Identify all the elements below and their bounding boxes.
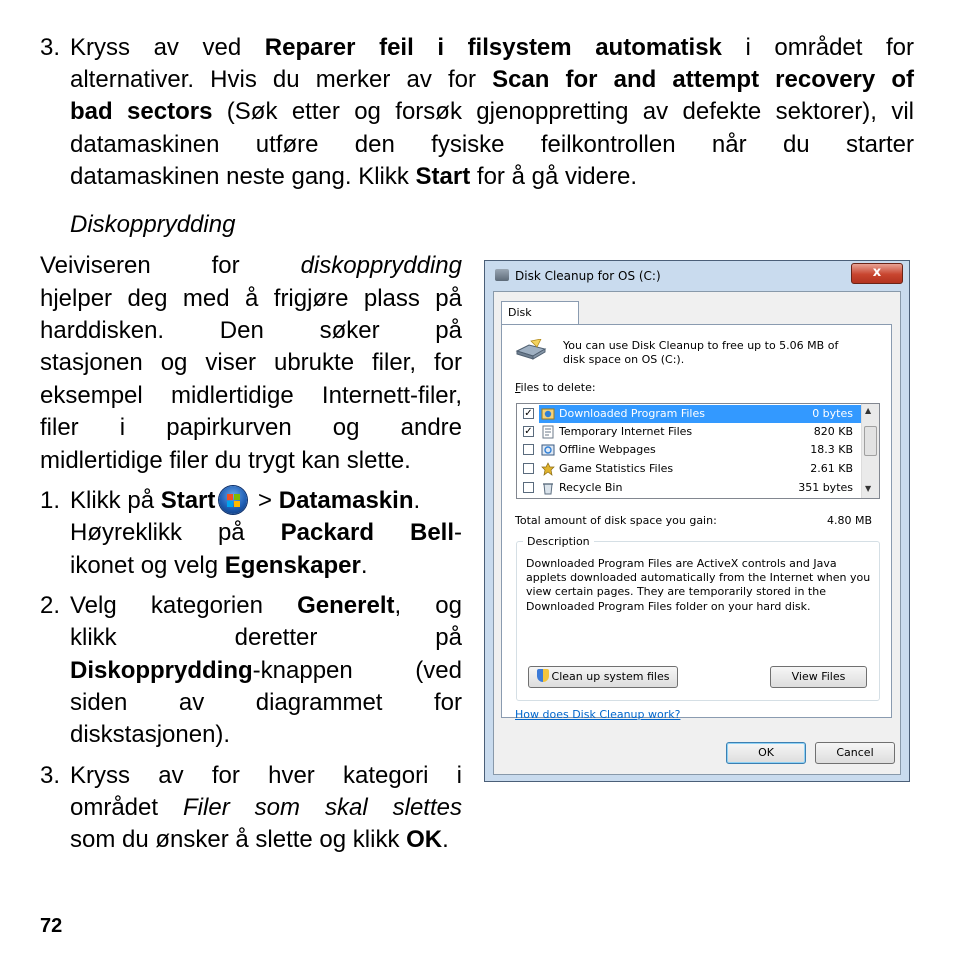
step-text-line: diskstasjonen).	[70, 721, 231, 748]
space-gain-value: 4.80 MB	[827, 514, 873, 527]
cancel-button[interactable]: Cancel	[815, 742, 895, 764]
file-category-size: 2.61 KB	[810, 462, 853, 475]
scroll-up-arrow-icon[interactable]: ▲	[865, 406, 872, 415]
game-statistics-files-icon	[541, 462, 555, 476]
file-category-size: 0 bytes	[812, 407, 853, 420]
checkbox[interactable]: ✓	[524, 426, 533, 437]
step-number: 3.	[40, 34, 61, 61]
dialog-titlebar	[485, 261, 909, 291]
step-text-line: alternativer. Hvis du merker av for Scan for and attempt recovery of	[70, 66, 914, 93]
step-text-line: Klikk på Start > Datamaskin.	[70, 487, 421, 514]
file-category-name: Recycle Bin	[559, 481, 623, 494]
disk-cleanup-drive-icon	[515, 339, 547, 361]
step-text-line: som du ønsker å slette og klikk OK.	[70, 826, 449, 853]
file-category-size: 820 KB	[813, 425, 853, 438]
recycle-bin-icon	[541, 481, 555, 495]
checkbox[interactable]	[523, 482, 534, 493]
step-text-line: området Filer som skal slettes	[70, 794, 462, 821]
space-gain-label: Total amount of disk space you gain:	[515, 514, 717, 527]
step-text-line: klikk deretter på	[70, 624, 462, 651]
clean-up-system-files-button[interactable]: Clean up system files	[528, 666, 678, 688]
step-number: 2.	[40, 592, 61, 619]
dialog-title: Disk Cleanup for OS (C:)	[515, 269, 661, 283]
list-scrollbar[interactable]	[861, 404, 879, 498]
intro-line: eksempel midlertidige Internett-filer,	[40, 382, 462, 409]
step-text-line: bad sectors (Søk etter og forsøk gjenoppretting av defekte sektorer), vil	[70, 98, 914, 125]
file-category-name: Temporary Internet Files	[559, 425, 693, 438]
files-to-delete-label: Files to delete:	[515, 381, 596, 394]
files-to-delete-list[interactable]	[516, 403, 880, 499]
ok-button[interactable]: OK	[726, 742, 806, 764]
disk-cleanup-dialog	[484, 260, 910, 782]
intro-line: filer i papirkurven og andre	[40, 414, 462, 441]
step-text-line: siden av diagrammet for	[70, 689, 462, 716]
description-title: Description	[523, 535, 594, 548]
tab-disk-cleanup[interactable]: Disk	[501, 301, 579, 325]
list-item[interactable]	[517, 405, 861, 423]
help-link[interactable]: How does Disk Cleanup work?	[515, 708, 681, 721]
section-heading: Diskopprydding	[70, 211, 236, 238]
intro-line: harddisken. Den søker på	[40, 317, 462, 344]
drive-cleanup-icon	[495, 269, 509, 281]
checkbox[interactable]: ✓	[524, 408, 533, 419]
checkbox[interactable]	[523, 444, 534, 455]
temporary-internet-files-icon	[541, 425, 555, 439]
step-text-line: Høyreklikk på Packard Bell-	[70, 519, 462, 546]
file-category-name: Downloaded Program Files	[559, 407, 705, 420]
step-text-line: Kryss av for hver kategori i	[70, 762, 462, 789]
step-text-line: Diskopprydding-knappen (ved	[70, 657, 462, 684]
list-item[interactable]	[517, 441, 861, 459]
dialog-intro-text: You can use Disk Cleanup to free up to 5.06 MB of disk space on OS (C:).	[563, 339, 839, 366]
step-text-line: datamaskinen neste gang. Klikk Start for å gå videre.	[70, 163, 637, 190]
list-item[interactable]	[517, 479, 861, 497]
page-number: 72	[40, 915, 63, 937]
step-text-line: Kryss av ved Reparer feil i filsystem automatisk i området for	[70, 34, 915, 61]
description-text: Downloaded Program Files are ActiveX controls and Java applets downloaded automatically from the Internet when you view certain pages. They are temporarily stored in the Downloaded Program Files folder on your hard disk.	[526, 557, 871, 613]
view-files-button[interactable]: View Files	[770, 666, 867, 688]
intro-line: stasjonen og viser ubrukte filer, for	[40, 349, 462, 376]
scroll-down-arrow-icon[interactable]: ▼	[865, 484, 872, 493]
intro-line: midlertidige filer du trygt kan slette.	[40, 447, 411, 474]
offline-webpages-icon	[541, 443, 555, 457]
file-category-size: 351 bytes	[798, 481, 853, 494]
step-text-line: Velg kategorien Generelt, og	[70, 592, 463, 619]
close-button[interactable]: x	[851, 263, 903, 284]
scroll-thumb[interactable]	[864, 426, 877, 456]
list-item[interactable]	[517, 460, 861, 478]
uac-shield-icon	[537, 669, 549, 682]
file-category-size: 18.3 KB	[810, 443, 853, 456]
file-category-name: Offline Webpages	[559, 443, 656, 456]
step-number: 1.	[40, 487, 61, 514]
intro-line: hjelper deg med å frigjøre plass på	[40, 285, 462, 312]
checkbox[interactable]	[523, 463, 534, 474]
file-category-name: Game Statistics Files	[559, 462, 674, 475]
step-text-line: datamaskinen utføre den fysiske feilkontrollen når du starter	[70, 131, 914, 158]
step-number: 3.	[40, 762, 61, 789]
step-text-line: ikonet og velg Egenskaper.	[70, 552, 368, 579]
windows-start-icon	[219, 486, 247, 514]
list-item[interactable]	[517, 423, 861, 441]
downloaded-program-files-icon	[541, 407, 555, 421]
intro-line: Veiviseren for diskopprydding	[40, 252, 462, 279]
